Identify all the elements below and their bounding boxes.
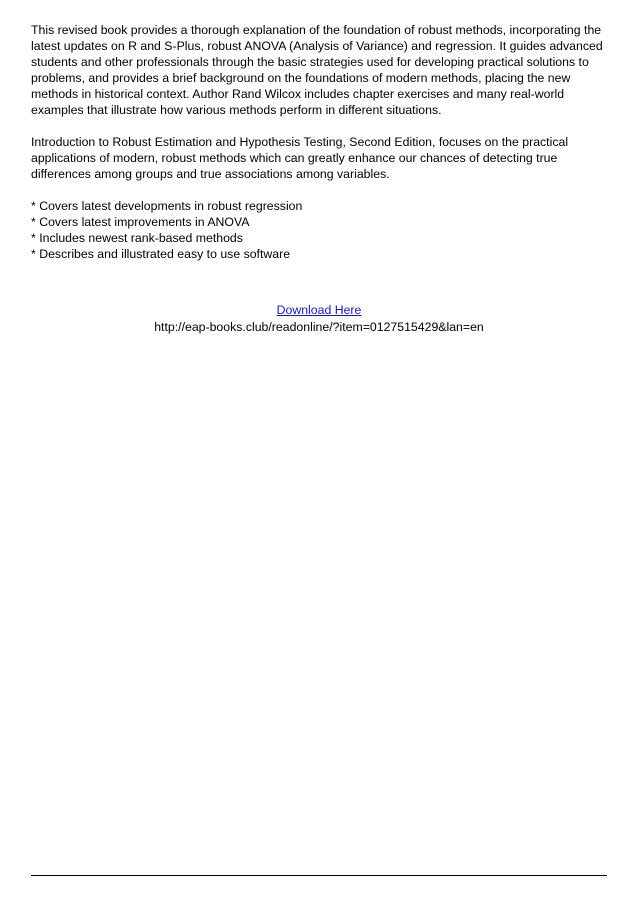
download-url-text: http://eap-books.club/readonline/?item=0127515429&lan=en — [154, 320, 484, 334]
feature-list-item: * Covers latest improvements in ANOVA — [31, 215, 250, 229]
download-block — [0, 302, 638, 318]
footer-divider — [31, 875, 607, 876]
feature-list-item: * Includes newest rank-based methods — [31, 231, 243, 245]
feature-list — [31, 198, 611, 262]
document-body — [31, 22, 611, 262]
feature-list-item: * Covers latest developments in robust regression — [31, 199, 303, 213]
summary-paragraph: Introduction to Robust Estimation and Hypothesis Testing, Second Edition, focuses on the practical applications of modern, robust methods which can greatly enhance our chances of detecting true differences among groups and true associations among variables. — [31, 135, 569, 181]
download-link[interactable]: Download Here — [276, 303, 362, 317]
description-paragraph: This revised book provides a thorough explanation of the foundation of robust methods, incorporating the latest updates on R and S-Plus, robust ANOVA (Analysis of Variance) and regression. It guides advanced students and other professionals through the basic strategies used for developing practical solutions to problems, and provides a brief background on the foundations of modern methods, placing the new methods in historical context. Author Rand Wilcox includes chapter exercises and many real-world examples that illustrate how various methods perform in different situations. — [31, 23, 603, 117]
feature-list-item: * Describes and illustrated easy to use software — [31, 247, 291, 261]
